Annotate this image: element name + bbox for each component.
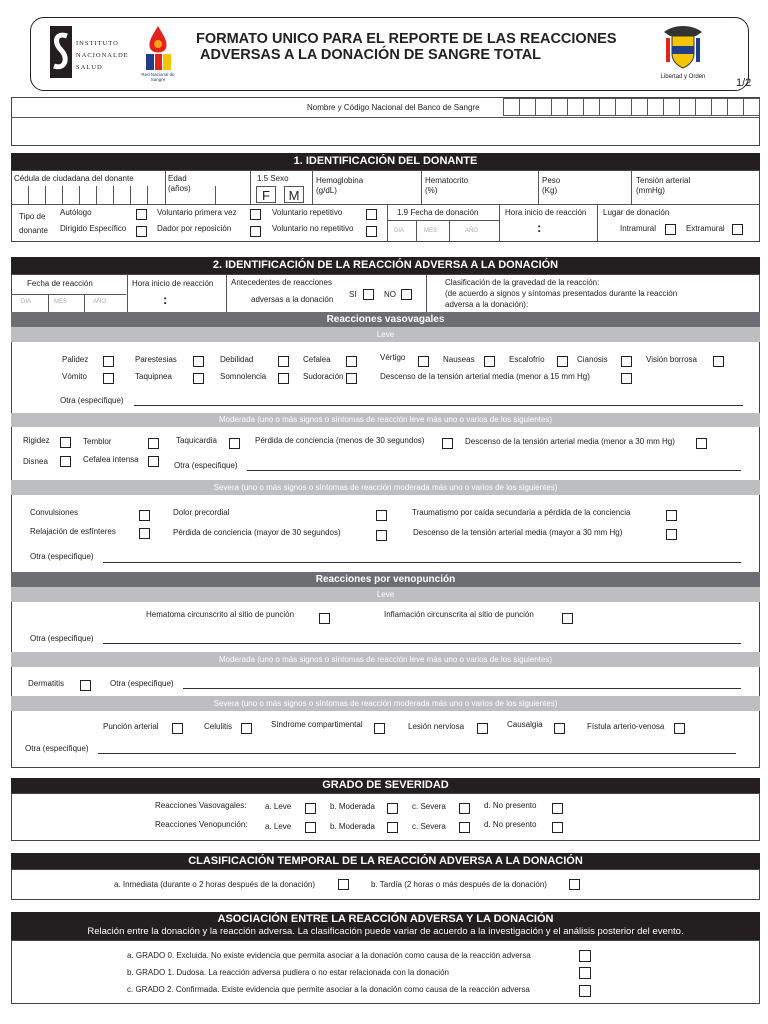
lugar-label: Lugar de donación [603, 208, 670, 217]
temporal-tardia-checkbox[interactable] [569, 879, 580, 890]
grado-title: GRADO DE SEVERIDAD [11, 778, 760, 793]
vaso-cefalea-checkbox[interactable] [346, 356, 357, 367]
grado-veno-leve-label: a. Leve [265, 822, 292, 831]
vol-repetitivo-label: Voluntario repetitivo [272, 208, 343, 217]
dirigido-label: Dirigido Específico [60, 224, 127, 233]
vol-primera-checkbox[interactable] [250, 209, 261, 220]
ins-logo [50, 26, 129, 78]
cedula-boxes[interactable] [11, 186, 164, 204]
vaso-rigidez-checkbox[interactable] [60, 437, 71, 448]
antecedentes-label-2: adversas a la donación [251, 295, 334, 304]
sex-f-box[interactable] [256, 186, 276, 203]
vaso-debilidad-checkbox[interactable] [278, 356, 289, 367]
vaso-relajacion-checkbox[interactable] [139, 528, 150, 539]
antecedentes-label-1: Antecedentes de reacciones [231, 278, 332, 287]
vaso-leve-otra-label: Otra (especifique) [60, 396, 124, 405]
vol-primera-label: Voluntario primera vez [157, 208, 237, 217]
vaso-cefalea-intensa-checkbox[interactable] [148, 456, 159, 467]
hora-colon[interactable]: : [537, 220, 542, 235]
antecedentes-no-label: NO [384, 290, 396, 299]
vaso-descenso-15-checkbox[interactable] [621, 373, 632, 384]
veno-lesion-checkbox[interactable] [477, 723, 488, 734]
edad-label: Edad (años) [168, 174, 191, 193]
vaso-escalofrio-label: Escalofrío [509, 355, 545, 364]
vaso-perdida-mayor30-checkbox[interactable] [376, 530, 387, 541]
extramural-label: Extramural [686, 224, 725, 233]
vaso-perdida-menos30-checkbox[interactable] [442, 438, 453, 449]
vaso-parestesias-label: Parestesias [135, 355, 177, 364]
fecha-dia: DIA [394, 228, 405, 234]
colombia-shield-logo [660, 22, 706, 84]
hora-reaccion-label: Hora inicio de reacción [132, 279, 214, 288]
red-sangre-logo [140, 24, 176, 88]
vaso-perdida-mayor30-label: Pérdida de conciencia (mayor de 30 segundos) [173, 528, 341, 537]
grado-vaso-severa-label: c. Severa [412, 802, 446, 811]
vaso-convulsiones-checkbox[interactable] [139, 510, 150, 521]
vaso-traumatismo-label: Traumatismo por caída secundaria a pérdida de la conciencia [412, 508, 631, 517]
asoc-title-bar [11, 912, 760, 940]
asoc-grado1-label: b. GRADO 1. Dudosa. La reacción adversa pudiera o no estar relacionada con la donación [127, 968, 449, 977]
temporal-tardia-label: b. Tardía (2 horas o más después de la donación) [371, 880, 547, 889]
grado-vaso-no-label: d. No presento [484, 801, 537, 810]
ins-line-2: NACIONALDE [76, 52, 129, 59]
bank-code-boxes[interactable] [503, 98, 760, 116]
fecha-reaccion-label: Fecha de reacción [27, 279, 93, 288]
vaso-moderada-header: Moderada (uno o más signos o síntomas de reacción leve más uno o varios de los siguientes) [11, 413, 760, 427]
veno-hematoma-checkbox[interactable] [319, 613, 330, 624]
grado-body [11, 793, 760, 841]
extramural-checkbox[interactable] [732, 224, 743, 235]
intramural-label: Intramural [620, 224, 657, 233]
page-number: 1/2 [736, 77, 752, 89]
ins-s-icon [50, 26, 72, 78]
vaso-leve-header: Leve [11, 327, 760, 342]
vaso-debilidad-label: Debilidad [220, 355, 254, 364]
grado-veno-moderada-checkbox[interactable] [387, 822, 398, 833]
grado-vaso-leve-label: a. Leve [265, 802, 292, 811]
section-2-body [11, 274, 760, 768]
dador-checkbox[interactable] [250, 226, 261, 237]
veno-leve-otra-line[interactable] [103, 643, 741, 644]
vaso-taquipnea-checkbox[interactable] [193, 373, 204, 384]
vaso-cefalea-intensa-label: Cefalea intensa [83, 455, 139, 464]
motto: Libertad y Orden [660, 74, 706, 80]
veno-sev-otra-line[interactable] [98, 753, 736, 754]
vaso-nauseas-label: Nauseas [443, 355, 475, 364]
dador-label: Dador por reposición [157, 224, 232, 233]
asoc-grado2-label: c. GRADO 2. Confirmada. Existe evidencia que permite asociar a la donación como causa de la reacción adversa [127, 985, 530, 994]
asoc-grado0-checkbox[interactable] [579, 950, 591, 962]
hora-label: Hora inicio de reacción [505, 208, 587, 217]
vaso-disnea-label: Disnea [23, 457, 48, 466]
reaccion-mes: MES [54, 299, 68, 305]
vaso-cianosis-checkbox[interactable] [621, 356, 632, 367]
autologo-checkbox[interactable] [136, 209, 147, 220]
vaso-temblor-label: Temblor [83, 437, 112, 446]
vaso-convulsiones-label: Convulsiones [30, 508, 79, 517]
grado-veno-no-checkbox[interactable] [552, 822, 563, 833]
veno-sev-otra-label: Otra (especifique) [25, 744, 89, 753]
clasif-line-3: adversa a la donación): [445, 300, 529, 309]
veno-leve-otra-label: Otra (especifique) [30, 634, 94, 643]
hora-reaccion-colon[interactable]: : [163, 292, 168, 307]
antecedentes-si-checkbox[interactable] [363, 289, 374, 300]
form-title-line-2: ADVERSAS A LA DONACIÓN DE SANGRE TOTAL [200, 47, 542, 63]
grado-veno-leve-checkbox[interactable] [305, 822, 316, 833]
antecedentes-no-checkbox[interactable] [401, 289, 412, 300]
vaso-descenso-mayor30-checkbox[interactable] [666, 529, 677, 540]
dirigido-checkbox[interactable] [136, 226, 147, 237]
vaso-palidez-checkbox[interactable] [103, 356, 114, 367]
veno-causalgia-checkbox[interactable] [554, 723, 565, 734]
sex-m-box[interactable] [284, 186, 304, 203]
vaso-nauseas-checkbox[interactable] [484, 356, 495, 367]
veno-puncion-checkbox[interactable] [172, 723, 183, 734]
vasovagales-title: Reacciones vasovagales [11, 312, 760, 327]
vaso-rigidez-label: Rigidez [23, 436, 50, 445]
veno-causalgia-label: Causalgia [507, 720, 543, 729]
fecha-donacion-fields[interactable] [388, 220, 499, 242]
red-sangre-label: Red Nacional de Sangre [141, 72, 175, 82]
vaso-taquicardia-checkbox[interactable] [229, 438, 240, 449]
reaccion-ano: AÑO [93, 299, 107, 305]
vaso-traumatismo-checkbox[interactable] [666, 510, 677, 521]
sex-f-label: F [262, 188, 270, 203]
veno-mod-otra-line[interactable] [183, 688, 741, 689]
vaso-severa-header: Severa (uno o más signos o síntomas de reacción moderada más uno o varios de los siguientes) [11, 480, 760, 495]
section-1-title: 1. IDENTIFICACIÓN DEL DONANTE [11, 153, 760, 170]
fecha-reaccion-fields[interactable] [11, 294, 126, 312]
veno-celulitis-label: Celulitis [204, 722, 233, 731]
veno-sindrome-checkbox[interactable] [374, 723, 385, 734]
vaso-perdida-menos30-label: Pérdida de conciencia (menos de 30 segundos) [255, 436, 425, 445]
veno-leve-header: Leve [11, 587, 760, 602]
grado-vaso-label: Reacciones Vasovagales: [155, 801, 247, 810]
vaso-vision-checkbox[interactable] [713, 356, 724, 367]
asoc-subtitle: Relación entre la donación y la reacción adversa. La clasificación puede variar de acuerdo a la investigación y el análisis posterior del evento. [87, 926, 684, 937]
grado-vaso-moderada-label: b. Moderada [330, 802, 375, 811]
veno-inflamacion-checkbox[interactable] [562, 613, 573, 624]
blood-drop-people-icon [140, 24, 176, 74]
tension-label: Tensión arterial (mmHg) [636, 176, 691, 195]
veno-sindrome-label: Síndrome compartimental [271, 720, 363, 729]
asoc-grado1-checkbox[interactable] [579, 967, 591, 979]
grado-veno-moderada-label: b. Moderada [330, 822, 375, 831]
vaso-cefalea-label: Cefalea [303, 355, 331, 364]
vaso-escalofrio-checkbox[interactable] [557, 356, 568, 367]
veno-hematoma-label: Hematoma circunscrito al sitio de punción [146, 610, 295, 619]
tipo-donante-label: Tipo de donante [19, 212, 48, 235]
vaso-vertigo-label: Vértigo [380, 353, 406, 362]
asoc-grado2-checkbox[interactable] [579, 985, 591, 997]
veno-fistula-checkbox[interactable] [674, 723, 685, 734]
veno-lesion-label: Lesión nerviosa [408, 722, 465, 731]
grado-vaso-no-checkbox[interactable] [552, 803, 563, 814]
sex-m-label: M [288, 188, 300, 203]
vaso-descenso-mayor30-label: Descenso de la tensión arterial media (mayor a 30 mm Hg) [413, 528, 623, 537]
vaso-parestesias-checkbox[interactable] [193, 356, 204, 367]
sexo-label: 1.5 Sexo [257, 174, 289, 183]
vaso-sev-otra-label: Otra (especifique) [30, 552, 94, 561]
veno-celulitis-checkbox[interactable] [241, 723, 252, 734]
vaso-descenso-30-label: Descenso de la tensión arterial media (menor a 30 mm Hg) [465, 437, 675, 446]
asoc-grado0-label: a. GRADO 0. Excluida. No existe evidencia que permita asociar a la donación como causa de la reacción adversa [127, 951, 531, 960]
grado-vaso-severa-checkbox[interactable] [459, 803, 470, 814]
fecha-donacion-label: 1.9 Fecha de donación [397, 208, 479, 217]
vaso-sev-otra-line[interactable] [103, 562, 741, 563]
vaso-descenso-30-checkbox[interactable] [696, 438, 707, 449]
vaso-somnolencia-checkbox[interactable] [278, 373, 289, 384]
grado-veno-severa-checkbox[interactable] [459, 822, 470, 833]
vaso-vertigo-checkbox[interactable] [418, 356, 429, 367]
reaccion-dia: DIA [21, 299, 32, 305]
vaso-relajacion-label: Relajación de esfínteres [30, 527, 116, 536]
autologo-label: Autólogo [60, 208, 92, 217]
vaso-cianosis-label: Cianosis [577, 355, 608, 364]
vaso-sudoracion-checkbox[interactable] [346, 373, 357, 384]
clasif-line-1: Clasificación de la gravedad de la reacción: [445, 278, 600, 287]
vaso-vision-label: Visión borrosa [646, 355, 697, 364]
vaso-disnea-checkbox[interactable] [60, 456, 71, 467]
form-title-line-1: FORMATO UNICO PARA EL REPORTE DE LAS REACCIONES [196, 31, 617, 47]
veno-fistula-label: Fístula arterio-venosa [587, 722, 665, 731]
temporal-inmediata-checkbox[interactable] [338, 879, 349, 890]
temporal-title: CLASIFICACIÓN TEMPORAL DE LA REACCIÓN ADVERSA A LA DONACIÓN [11, 853, 760, 869]
vaso-mod-otra-line[interactable] [247, 470, 741, 471]
vaso-mod-otra-label: Otra (especifique) [174, 461, 238, 470]
vol-no-rep-checkbox[interactable] [366, 226, 377, 237]
vaso-somnolencia-label: Somnolencia [220, 372, 267, 381]
vol-no-rep-label: Voluntario no repetitivo [272, 224, 354, 233]
vaso-taquicardia-label: Taquicardia [176, 436, 217, 445]
vaso-dolor-checkbox[interactable] [376, 510, 387, 521]
grado-vaso-moderada-checkbox[interactable] [387, 803, 398, 814]
section-2-title: 2. IDENTIFICACIÓN DE LA REACCIÓN ADVERSA A LA DONACIÓN [11, 257, 760, 274]
bank-label: Nombre y Código Nacional del Banco de Sangre [307, 103, 480, 112]
vaso-vomito-label: Vómito [62, 372, 87, 381]
fecha-ano: AÑO [465, 228, 479, 234]
coat-of-arms-icon [660, 22, 706, 72]
veno-severa-header: Severa (uno o más signos o síntomas de reacción moderada más uno o varios de los siguientes) [11, 696, 760, 711]
vaso-descenso-15-label: Descenso de la tensión arterial media (menor a 15 mm Hg) [380, 372, 590, 381]
vaso-taquipnea-label: Taquipnea [135, 372, 172, 381]
vaso-palidez-label: Palidez [62, 355, 89, 364]
clasif-line-2: (de acuerdo a signos y síntomas presentados durante la reacción [445, 289, 678, 298]
vaso-temblor-checkbox[interactable] [148, 438, 159, 449]
veno-inflamacion-label: Inflamación circunscrita al sitio de punción [384, 610, 534, 619]
venopuncion-title: Reacciones por venopunción [11, 572, 760, 587]
vaso-leve-otra-line[interactable] [134, 405, 743, 406]
veno-mod-otra-label: Otra (especifique) [110, 679, 174, 688]
vaso-sudoracion-label: Sudoración [303, 372, 344, 381]
hemoglobina-label: Hemoglobina (g/dL) [316, 176, 364, 195]
peso-label: Peso (Kg) [542, 176, 561, 195]
fecha-mes: MES [424, 228, 438, 234]
cedula-label: Cédula de ciudadana del donante [14, 174, 134, 183]
grado-vaso-leve-checkbox[interactable] [305, 803, 316, 814]
grado-veno-label: Reacciones Venopunción: [155, 820, 248, 829]
asoc-title: ASOCIACIÓN ENTRE LA REACCIÓN ADVERSA Y LA DONACIÓN [217, 913, 554, 925]
vaso-vomito-checkbox[interactable] [103, 373, 114, 384]
antecedentes-si-label: SI [349, 290, 357, 299]
veno-puncion-label: Punción arterial [103, 722, 159, 731]
grado-veno-severa-label: c. Severa [412, 822, 446, 831]
hematocrito-label: Hematocrito (%) [425, 176, 469, 195]
temporal-inmediata-label: a. Inmediata (durante o 2 horas después de la donación) [114, 880, 316, 889]
veno-moderada-header: Moderada (uno o más signos o síntomas de reacción leve más uno o varios de los siguientes) [11, 652, 760, 667]
grado-veno-no-label: d. No presento [484, 820, 537, 829]
veno-dermatitis-checkbox[interactable] [80, 680, 91, 691]
vol-repetitivo-checkbox[interactable] [366, 209, 377, 220]
veno-dermatitis-label: Dermatitis [28, 679, 65, 688]
ins-line-1: INSTITUTO [76, 40, 119, 47]
vaso-dolor-label: Dolor precordial [173, 508, 230, 517]
ins-line-3: SALUD [76, 64, 103, 71]
intramural-checkbox[interactable] [665, 224, 676, 235]
